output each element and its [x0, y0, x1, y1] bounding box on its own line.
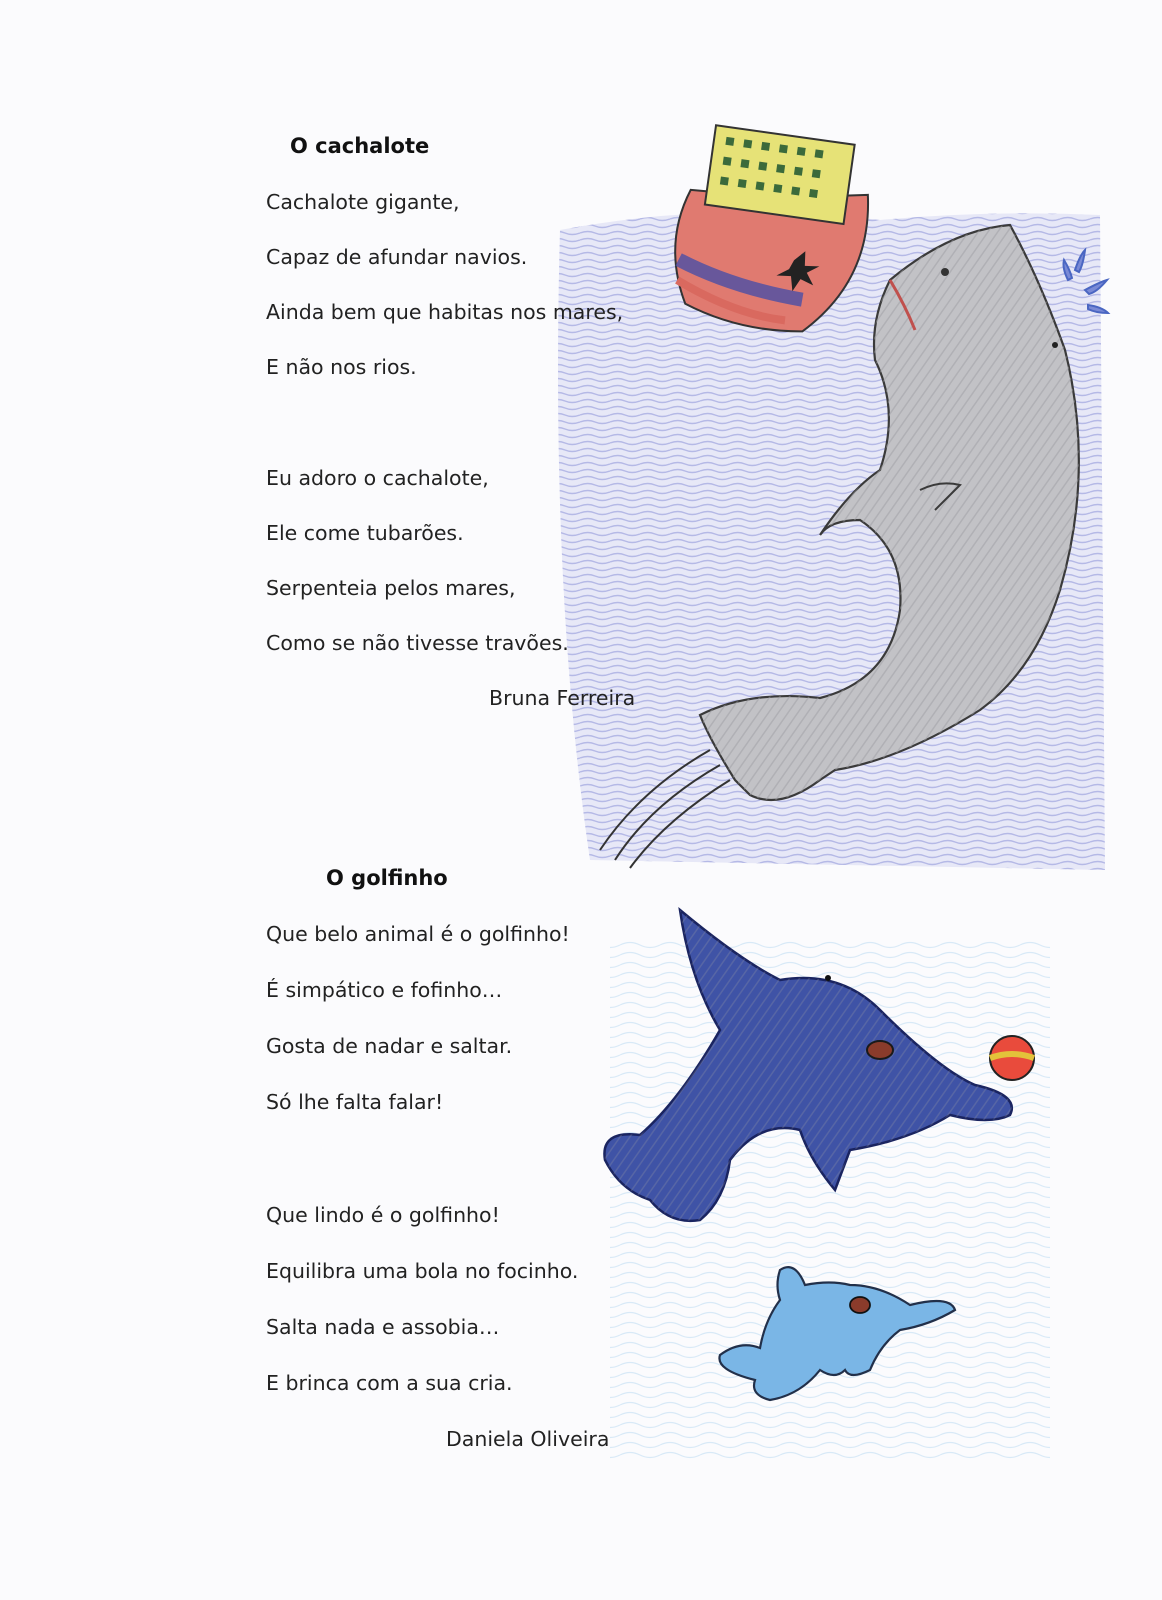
- whale-eye: [941, 268, 949, 276]
- poem-title: O cachalote: [290, 134, 430, 158]
- dolphin-drawing: [580, 900, 1080, 1480]
- poem-line: É simpático e fofinho…: [266, 978, 503, 1002]
- poem-line: Gosta de nadar e saltar.: [266, 1034, 513, 1058]
- poem-line: Salta nada e assobia…: [266, 1315, 500, 1339]
- poem-line: Como se não tivesse travões.: [266, 631, 569, 655]
- poem-line: Cachalote gigante,: [266, 190, 460, 214]
- whale-drawing: [520, 90, 1120, 890]
- poem-line: Eu adoro o cachalote,: [266, 466, 489, 490]
- dolphin-eye: [867, 1041, 893, 1059]
- poem-line: Só lhe falta falar!: [266, 1090, 444, 1114]
- poem-line: Ainda bem que habitas nos mares,: [266, 300, 624, 324]
- poem-line: Equilibra uma bola no focinho.: [266, 1259, 579, 1283]
- poem-title: O golfinho: [326, 866, 448, 890]
- poem-line: E não nos rios.: [266, 355, 417, 379]
- poem-line: Que lindo é o golfinho!: [266, 1203, 500, 1227]
- poem-author: Bruna Ferreira: [489, 686, 636, 710]
- poem-author: Daniela Oliveira: [446, 1427, 610, 1451]
- poem-line: E brinca com a sua cria.: [266, 1371, 513, 1395]
- poem-line: Serpenteia pelos mares,: [266, 576, 516, 600]
- poem-line: Que belo animal é o golfinho!: [266, 922, 570, 946]
- ball: [990, 1036, 1034, 1080]
- poem-line: Ele come tubarões.: [266, 521, 464, 545]
- poem-line: Capaz de afundar navios.: [266, 245, 528, 269]
